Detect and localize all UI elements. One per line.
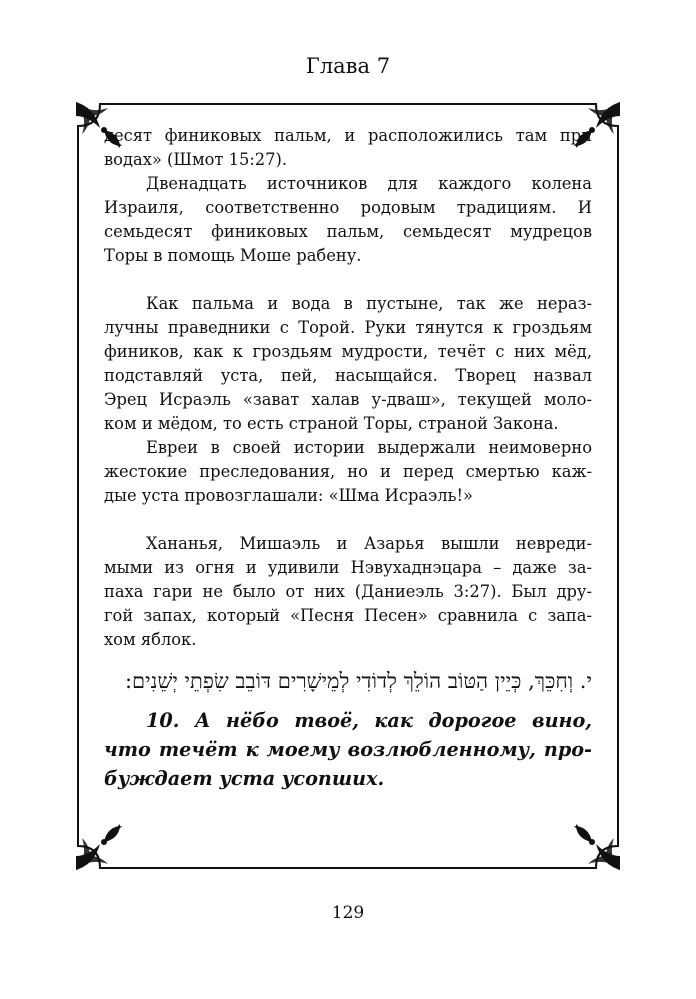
- text-line: фиников, как к гроздьям мудрости, течёт с них мёд,: [104, 342, 592, 361]
- chapter-title: Глава 7: [305, 54, 391, 78]
- text-line: ком и мёдом, то есть страной Торы, страной Закона.: [104, 414, 559, 433]
- text-line: подставляй уста, пей, насыщайся. Творец назвал: [104, 366, 592, 385]
- text-line: лучны праведники с Торой. Руки тянутся к гроздьям: [104, 318, 592, 337]
- verse-translation: [104, 706, 592, 793]
- text-line: паха гари не было от них (Даниеэль 3:27). Был дру-: [104, 582, 592, 601]
- paragraph-1: [104, 124, 592, 172]
- hebrew-verse: י. וְחִכֵּךְ, כְּיֵין הַטּוֹב הוֹלֵךְ לְדוֹדִי לְמֵישָׁרִים דּוֹבֵב שִׂפְתֵי יְשֵׁנִים:: [124, 669, 592, 693]
- text-line: хом яблок.: [104, 630, 197, 649]
- text-line: Торы в помощь Моше рабену.: [104, 246, 362, 265]
- text-line: мыми из огня и удивили Нэвухаднэцара – даже за-: [104, 558, 592, 577]
- verse-line: 10. А нёбо твоё, как дорогое вино,: [146, 709, 592, 732]
- text-line: Эрец Исраэль «зават халав у-дваш», текущей моло-: [104, 390, 592, 409]
- text-line: Израиля, соответственно родовым традициям. И: [104, 198, 592, 217]
- verse-line: буждает уста усопших.: [104, 767, 385, 790]
- paragraph-4: [104, 436, 592, 508]
- text-line: семьдесят финиковых пальм, семьдесят мудрецов: [104, 222, 592, 241]
- paragraph-2: [104, 172, 592, 268]
- text-line: гой запах, который «Песня Песен» сравнила с запа-: [104, 606, 592, 625]
- text-line: водах» (Шмот 15:27).: [104, 150, 288, 169]
- text-line: жестокие преследования, но и перед смертью каж-: [104, 462, 592, 481]
- paragraph-3: [104, 292, 592, 436]
- page-content: [104, 124, 592, 793]
- verse-line: что течёт к моему возлюбленному, про-: [104, 738, 592, 761]
- page-number: 129: [331, 903, 365, 923]
- text-line: Евреи в своей истории выдержали неимоверно: [146, 438, 592, 457]
- paragraph-5: [104, 532, 592, 652]
- text-line: дые уста провозглашали: «Шма Исраэль!»: [104, 486, 473, 505]
- text-line: Двенадцать источников для каждого колена: [146, 174, 592, 193]
- text-line: Как пальма и вода в пустыне, так же нераз-: [146, 294, 592, 313]
- text-line: десят финиковых пальм, и расположились там при: [104, 126, 592, 145]
- text-line: Хананья, Мишаэль и Азарья вышли невреди-: [146, 534, 592, 553]
